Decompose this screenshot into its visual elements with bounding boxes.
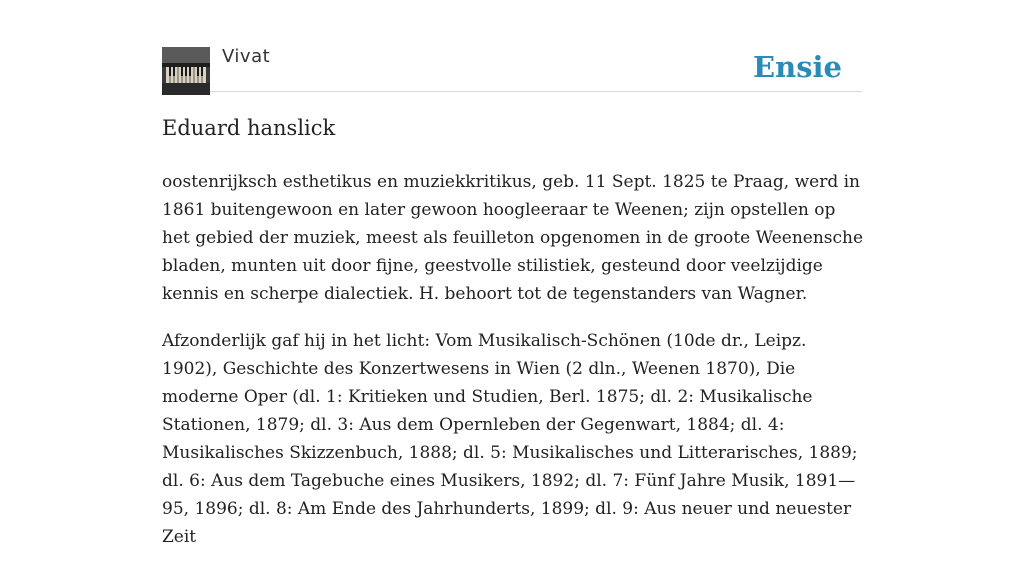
source-avatar[interactable]: [162, 47, 210, 95]
piano-keys-icon: [162, 47, 210, 95]
header: [162, 0, 862, 92]
article-paragraph: oostenrijksch esthetikus en muziekkritikus, geb. 11 Sept. 1825 te Praag, werd in 1861 buitengewoon en later gewoon hoogleeraar te Weenen; zijn opstellen op het gebied der muziek, meest als feuilleton opgenomen in de groote Weenensche bladen, munten uit door fijne, geestvolle stilistiek, gesteund door veelzijdige kennis en scherpe dialectiek. H. behoort tot de tegenstanders van Wagner.: [162, 172, 864, 304]
brand-logo[interactable]: Ensie: [753, 50, 842, 84]
article-title: Eduard hanslick: [162, 116, 336, 140]
article-body: [162, 168, 866, 570]
source-name[interactable]: Vivat: [222, 46, 271, 67]
content-column: [162, 0, 864, 547]
article-paragraph: Afzonderlijk gaf hij in het licht: Vom Musikalisch-Schönen (10de dr., Leipz. 1902), Geschichte des Konzertwesens in Wien (2 dln., Weenen 1870), Die moderne Oper (dl. 1: Kritieken und Studien, Berl. 1875; dl. 2: Musikalische Stationen, 1879; dl. 3: Aus dem Opernleben der Gegenwart, 1884; dl. 4: Musikalisches Skizzenbuch, 1888; dl. 5: Musikalisches und Litterarisches, 1889; dl. 6: Aus dem Tagebuche eines Musikers, 1892; dl. 7: Fünf Jahre Musik, 1891—95, 1896; dl. 8: Am Ende des Jahrhunderts, 1899; dl. 9: Aus neuer und neuester Zeit: [162, 331, 858, 547]
